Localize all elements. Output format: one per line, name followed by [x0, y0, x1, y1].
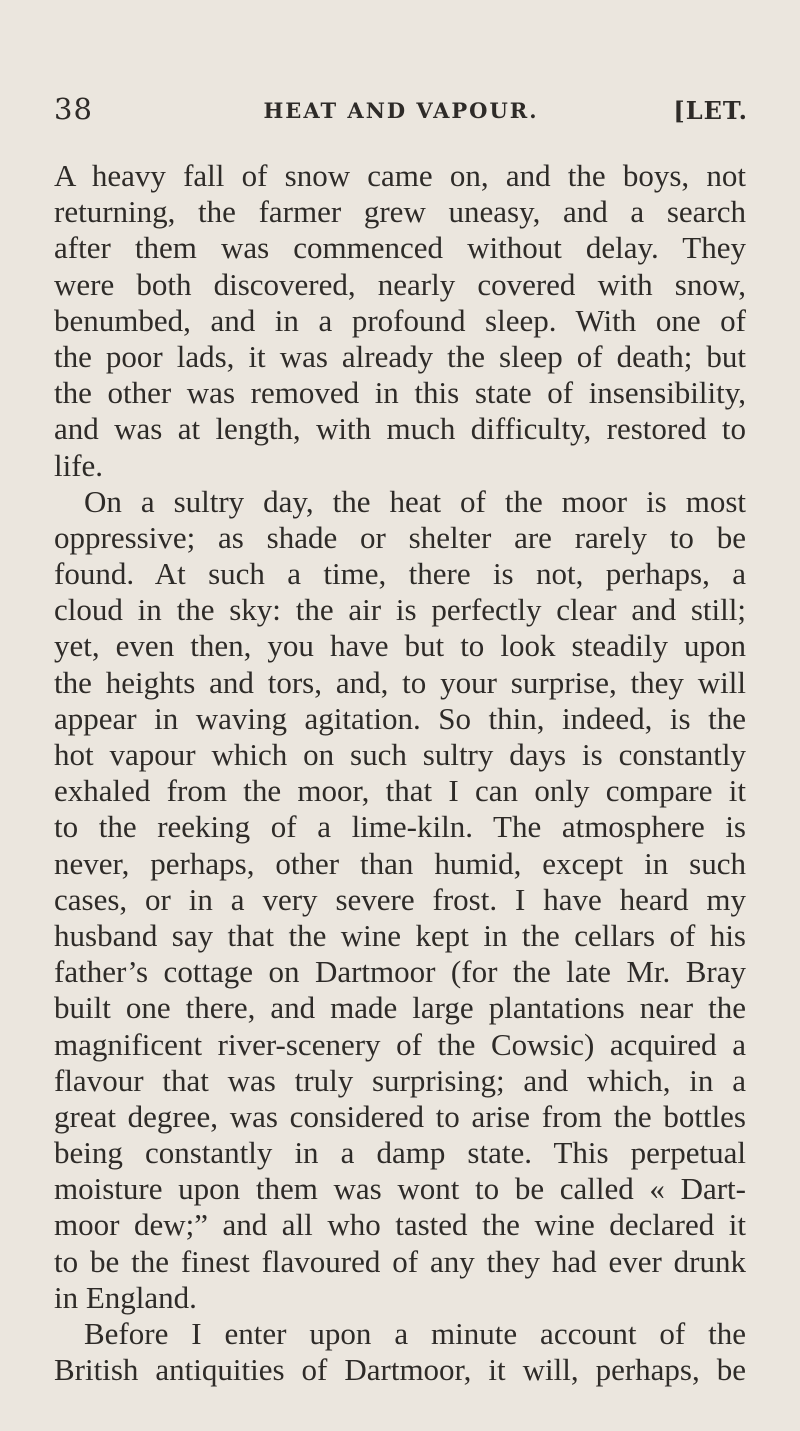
text-line: being constantly in a damp state. This perpetual: [54, 1135, 746, 1171]
text-line: after them was commenced without delay. They: [54, 230, 746, 266]
text-line: in England.: [54, 1279, 197, 1315]
page-number: 38: [54, 92, 93, 126]
text-line: the poor lads, it was already the sleep of death; but: [54, 338, 746, 374]
text-line: father’s cottage on Dartmoor (for the late Mr. Bray: [54, 954, 746, 990]
text-line: On a sultry day, the heat of the moor is most: [84, 483, 746, 519]
text-line: magnificent river-scenery of the Cowsic) acquired a: [54, 1026, 746, 1062]
text-line: never, perhaps, other than humid, except in such: [54, 845, 746, 881]
running-head: [54, 92, 748, 132]
text-line: flavour that was truly surprising; and which, in a: [54, 1062, 746, 1098]
text-line: Before I enter upon a minute account of the: [84, 1316, 746, 1351]
text-line: and was at length, with much difficulty, restored to: [54, 411, 746, 447]
text-line: cloud in the sky: the air is perfectly clear and still;: [54, 592, 746, 628]
text-line: the other was removed in this state of insensibility,: [54, 375, 746, 411]
text-line: the heights and tors, and, to your surprise, they will: [54, 664, 746, 700]
running-title: HEAT AND VAPOUR.: [263, 98, 539, 123]
text-line: returning, the farmer grew uneasy, and a search: [54, 194, 746, 230]
text-line: found. At such a time, there is not, perhaps, a: [54, 556, 746, 592]
text-line: great degree, was considered to arise from the bottles: [54, 1098, 746, 1134]
text-line: built one there, and made large plantations near the: [54, 990, 746, 1026]
text-line: benumbed, and in a profound sleep. With one of: [54, 302, 746, 338]
text-line: life.: [54, 447, 104, 483]
running-section: [LET.: [673, 96, 748, 125]
text-line: were both discovered, nearly covered with snow,: [54, 266, 746, 302]
text-line: oppressive; as shade or shelter are rarely to be: [54, 519, 746, 555]
text-line: moor dew;” and all who tasted the wine declared it: [54, 1207, 746, 1243]
text-line: cases, or in a very severe frost. I have heard my: [54, 881, 746, 917]
text-line: yet, even then, you have but to look steadily upon: [54, 628, 746, 664]
body-text: [54, 158, 746, 1388]
text-line: moisture upon them was wont to be called « Dart-: [54, 1171, 746, 1207]
text-line: A heavy fall of snow came on, and the boys, not: [54, 158, 746, 193]
text-line: exhaled from the moor, that I can only compare it: [54, 773, 746, 809]
text-line: British antiquities of Dartmoor, it will, perhaps, be: [54, 1352, 746, 1388]
text-line: husband say that the wine kept in the cellars of his: [54, 917, 746, 953]
text-line: appear in waving agitation. So thin, indeed, is the: [54, 700, 746, 736]
text-line: hot vapour which on such sultry days is constantly: [54, 737, 746, 772]
text-line: to the reeking of a lime-kiln. The atmosphere is: [54, 809, 746, 845]
text-line: to be the finest flavoured of any they had ever drunk: [54, 1243, 746, 1279]
